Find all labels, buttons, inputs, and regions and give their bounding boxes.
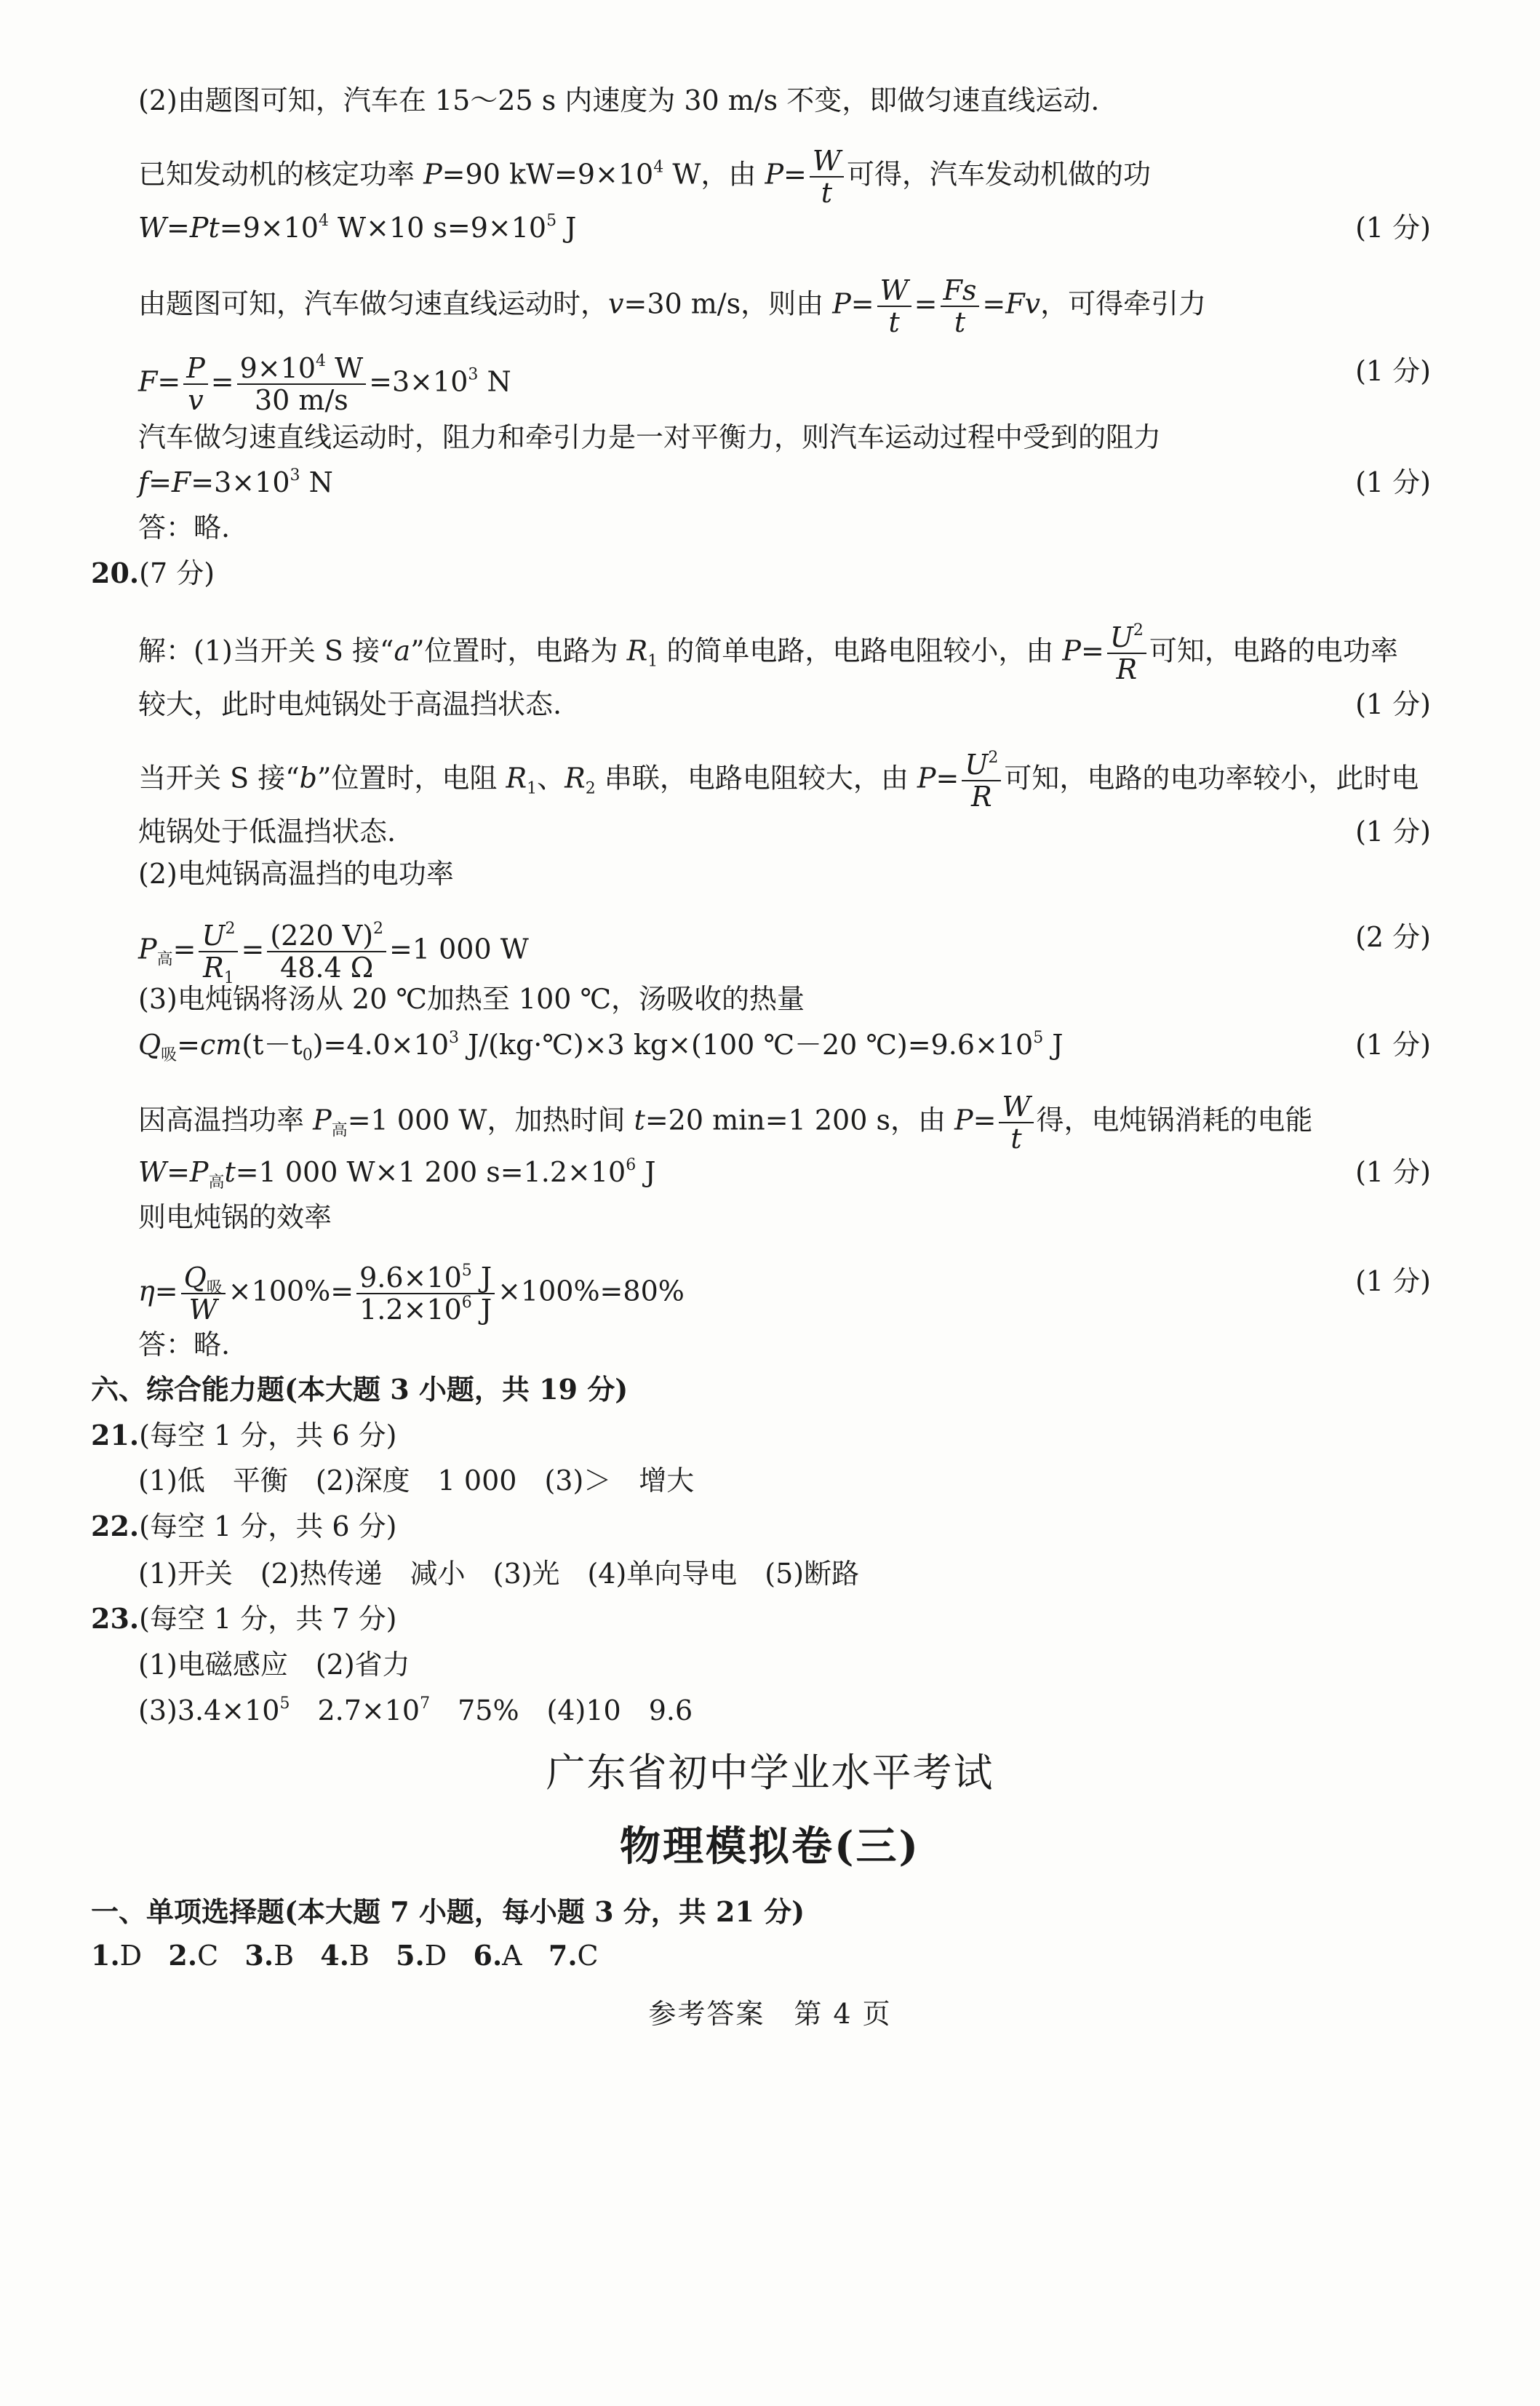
answer-item: 5.D (396, 1939, 447, 1972)
section-heading: 一、单项选择题(本大题 7 小题，每小题 3 分，共 21 分) (91, 1895, 805, 1928)
text-line: (2)电炖锅高温挡的电功率 (138, 858, 454, 890)
section-heading: 六、综合能力题(本大题 3 小题，共 19 分) (91, 1373, 629, 1406)
text-line: 炖锅处于低温挡状态. (138, 816, 396, 848)
fraction: $\frac{(220 V)^2}{48.4 \Omega}$ (267, 920, 386, 983)
fraction: $\frac{9.6\times 10^5 J}{1.2\times 10^6 J}$ (356, 1262, 495, 1325)
choice-answers (91, 1939, 599, 1972)
text-line: η= $\frac{Q_吸}{W}$ ×100%= $\frac{9.6\times 10^5 J}{1.2\times 10^6 J}$ ×100%=80% (138, 1262, 685, 1326)
text-line: $W=Pt=9\times 10^4$ W×10 $s=9\times 10^5$ J (138, 212, 577, 244)
fraction: $\frac{Q_吸}{W}$ (181, 1262, 226, 1325)
score-label: (1 分) (1355, 212, 1431, 244)
fraction: $\frac{P}{v}$ (183, 353, 208, 415)
text-line: (2)由题图可知，汽车在 15～25 s 内速度为 30 m/s 不变，即做匀速直线运动. (138, 84, 1100, 116)
answer-line: (1)低 平衡 (2)深度 1 000 (3)＞ 增大 (138, 1465, 695, 1497)
score-label: (1 分) (1355, 466, 1431, 498)
score-label: (1 分) (1355, 688, 1431, 720)
answer-line: $(3)3.4\times 10^5$ $2.7\times 10^7$ 75% (4)10 9.6 (138, 1694, 693, 1726)
text-line: 答：略. (138, 511, 231, 543)
text-line: (3)电炖锅将汤从 20 ℃加热至 100 ℃，汤吸收的热量 (138, 983, 805, 1015)
score-label: (1 分) (1355, 1265, 1431, 1297)
score-label: (2 分) (1355, 921, 1431, 953)
text-line: $P_高=$ $\frac{U^2}{R_1}$ = $\frac{(220 V)^2}{48.4 \Omega}$ =1 000 W (138, 920, 529, 987)
answer-item: 2.C (168, 1939, 219, 1972)
text-line: 因高温挡功率 $P_高=1$ 000 W，加热时间 t=20 min=1 200 s，由 P= $\frac{W}{t}$ 得，电炖锅消耗的电能 (138, 1091, 1313, 1155)
page-footer: 参考答案 第 4 页 (648, 1998, 892, 2030)
question-header: 20.(7 分) (91, 557, 215, 589)
answer-item: 7.C (548, 1939, 599, 1972)
score-label: (1 分) (1355, 816, 1431, 848)
text-line: F= $\frac{P}{v}$ = $\frac{9\times 10^4 W}{30 m/s}$ $=3\times 10^3$ N (138, 352, 511, 416)
text-line: 汽车做匀速直线运动时，阻力和牵引力是一对平衡力，则汽车运动过程中受到的阻力 (138, 421, 1162, 453)
fraction: $\frac{U^2}{R}$ (1107, 622, 1146, 685)
paper-title: 物理模拟卷(三) (620, 1823, 920, 1871)
text-line: $Q_吸=cm(t-t_0)=4.0\times 10^3$ J/(kg·℃)×3 kg×(100 ℃－20 $℃)=9.6\times 10^5$ J (138, 1029, 1064, 1064)
score-label: (1 分) (1355, 1029, 1431, 1061)
text-line: 答：略. (138, 1329, 231, 1361)
answer-item: 4.B (320, 1939, 370, 1972)
answer-item: 3.B (244, 1939, 294, 1972)
text-line: 较大，此时电炖锅处于高温挡状态. (138, 688, 562, 720)
question-header: 23.(每空 1 分，共 7 分) (91, 1602, 397, 1635)
text-line: 则电炖锅的效率 (138, 1201, 332, 1233)
text-line: $f=F=3\times 10^3$ N (138, 466, 333, 498)
text-line: $W=P_高t=1$ 000 W×1 200 $s=1.2\times 10^6$ J (138, 1156, 656, 1192)
fraction: $\frac{W}{t}$ (999, 1091, 1033, 1154)
fraction: $\frac{9\times 10^4 W}{30 m/s}$ (237, 353, 367, 415)
text-line: 解：(1)当开关 S 接“a”位置时，电路为 $R_1$ 的简单电路，电路电阻较小，由 P= $\frac{U^2}{R}$ 可知，电路的电功率 (138, 621, 1398, 685)
score-label: (1 分) (1355, 355, 1431, 387)
fraction: $\frac{Fs}{t}$ (941, 275, 980, 338)
question-header: 22.(每空 1 分，共 6 分) (91, 1510, 397, 1542)
text-line: 由题图可知，汽车做匀速直线运动时，v=30 m/s，则由 P= $\frac{W}{t}$ = $\frac{Fs}{t}$ =Fv，可得牵引力 (138, 274, 1207, 338)
answer-line: (1)电磁感应 (2)省力 (138, 1649, 410, 1681)
fraction: $\frac{W}{t}$ (877, 275, 911, 338)
text-line: 已知发动机的核定功率 P=90 $kW=9\times 10^4$ W，由 P= $\frac{W}{t}$ 可得，汽车发动机做的功 (138, 145, 1151, 209)
fraction: $\frac{W}{t}$ (810, 146, 844, 208)
text-line: 当开关 S 接“b”位置时，电阻 $R_1$、$R_2$ 串联，电路电阻较大，由 P= $\frac{U^2}{R}$ 可知，电路的电功率较小，此时电 (138, 749, 1419, 813)
question-header: 21.(每空 1 分，共 6 分) (91, 1419, 397, 1451)
answer-item: 6.A (473, 1939, 522, 1972)
exam-title: 广东省初中学业水平考试 (546, 1750, 994, 1796)
fraction: $\frac{U^2}{R}$ (962, 749, 1001, 812)
score-label: (1 分) (1355, 1156, 1431, 1188)
answer-item: 1.D (91, 1939, 143, 1972)
fraction: $\frac{U^2}{R_1}$ (199, 920, 238, 983)
answer-line: (1)开关 (2)热传递 减小 (3)光 (4)单向导电 (5)断路 (138, 1558, 860, 1590)
